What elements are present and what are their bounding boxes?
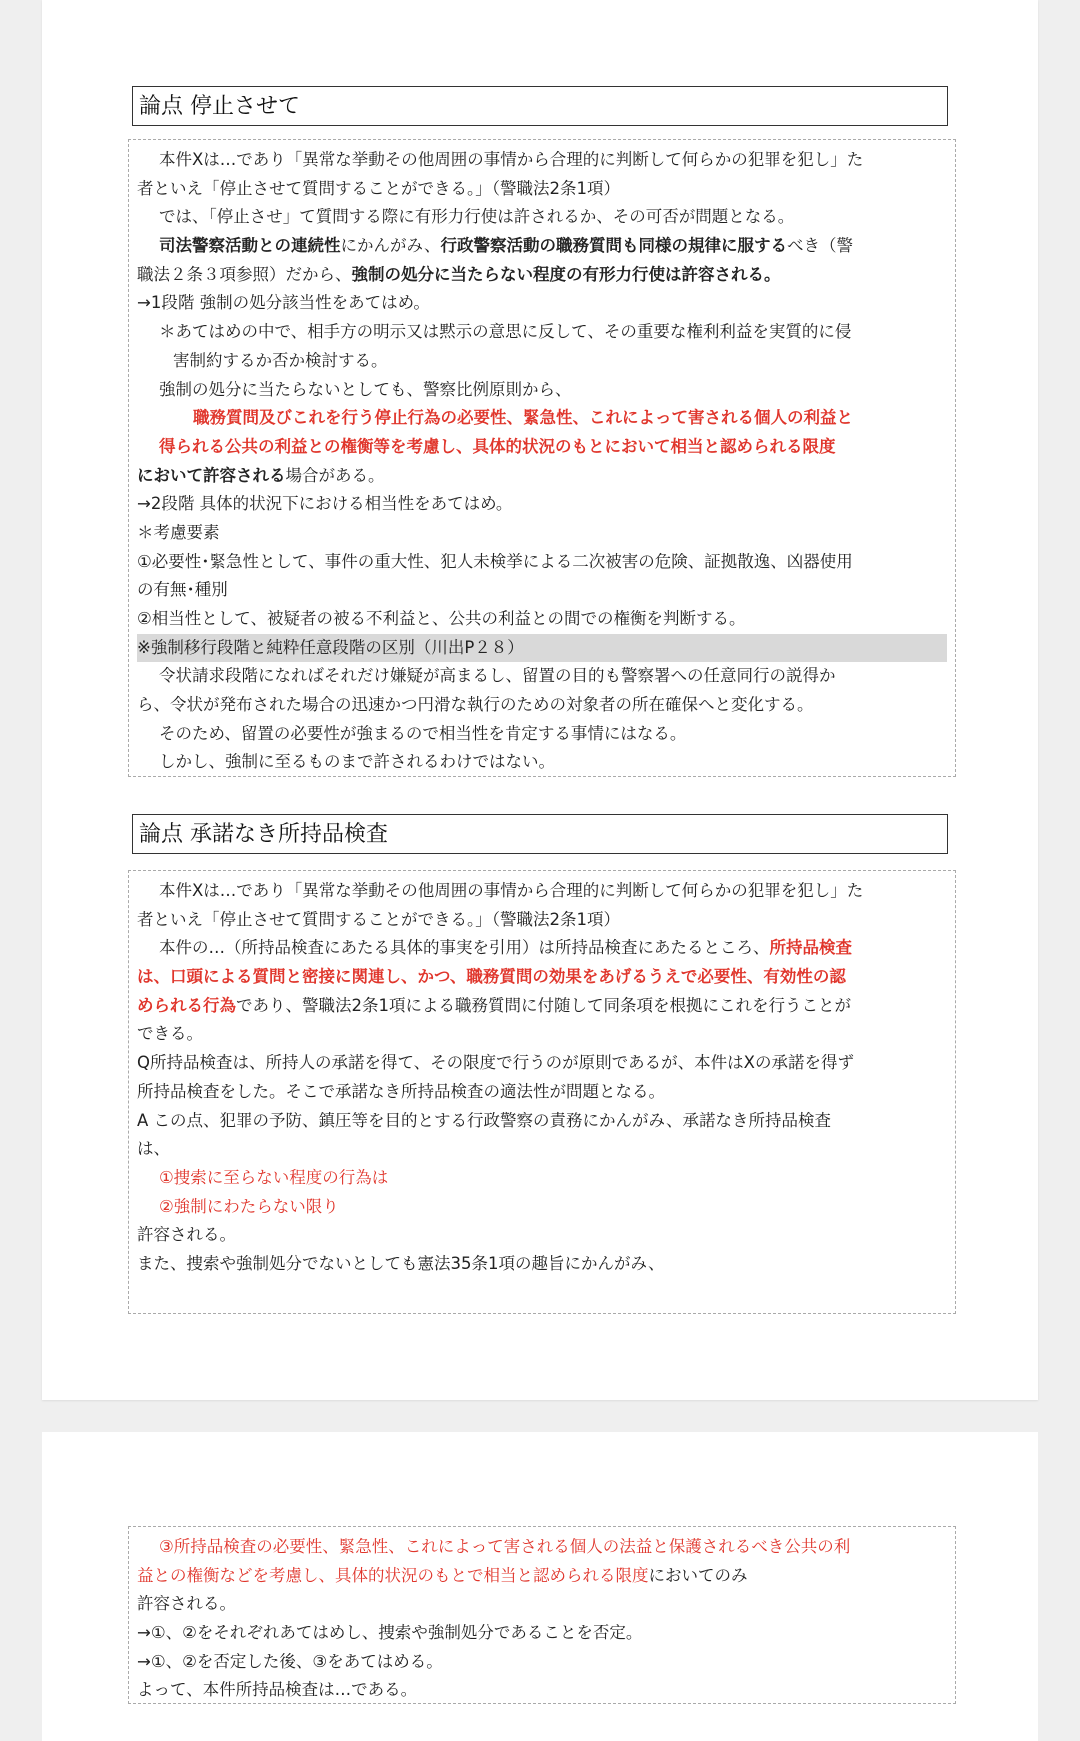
text-line: そのため、留置の必要性が強まるので相当性を肯定する事情にはなる。 (159, 723, 687, 743)
text-line: →1段階 強制の処分該当性をあてはめ。 (137, 293, 430, 313)
text-line: ②相当性として、被疑者の被る不利益と、公共の利益との間での権衡を判断する。 (137, 609, 746, 628)
plain-phrase: 本件の…（所持品検査にあたる具体的事実を引用）は所持品検査にあたるところ、 (159, 938, 770, 958)
text-line (137, 934, 947, 963)
text-line: では、「停止させ」て質問する際に有形力行使は許されるか、その可否が問題となる。 (159, 207, 795, 227)
highlighted-line: ※強制移行段階と純粋任意段階の区別（川出P２８） (137, 634, 947, 663)
text-line: よって、本件所持品検査は…である。 (137, 1680, 418, 1700)
text-line (137, 1562, 947, 1591)
text-line: は、 (137, 1139, 170, 1159)
plain-phrase: にかんがみ、 (340, 236, 441, 256)
bold-phrase: 行政警察活動の職務質問も同様の規律に服する (440, 236, 787, 256)
text-line: 所持品検査をした。そこで承諾なき所持品検査の適法性が問題となる。 (137, 1081, 665, 1101)
text-line: 許容される。 (137, 1594, 236, 1614)
text-line (137, 992, 947, 1021)
text-line: ら、令状が発布された場合の迅速かつ円滑な執行のための対象者の所在確保へと変化する。 (137, 695, 814, 715)
text-line: の有無･種別 (137, 580, 228, 600)
text-line: 令状請求段階になればそれだけ嫌疑が高まるし、留置の目的も警察署への任意同行の説得か (159, 666, 836, 686)
text-line: 者といえ「停止させて質問することができる。」（警職法2条1項） (137, 178, 620, 198)
section-box-stop (128, 139, 956, 777)
section-box-inspection (128, 870, 956, 1314)
document-page-1 (42, 0, 1038, 1400)
plain-phrase: 場合がある。 (285, 465, 385, 485)
text-line: 本件Xは…であり「異常な挙動その他周囲の事情から合理的に判断して何らかの犯罪を犯し」た (159, 881, 864, 900)
text-line: できる。 (137, 1024, 203, 1044)
text-line: 者といえ「停止させて質問することができる。」（警職法2条1項） (137, 909, 620, 929)
plain-phrase: べき（警 (787, 236, 853, 256)
text-line: A この点、犯罪の予防、鎮圧等を目的とする行政警察の責務にかんがみ、承諾なき所持品検査 (137, 1110, 832, 1130)
bold-phrase: において許容される (137, 465, 286, 485)
text-line: ①必要性･緊急性として、事件の重大性、犯人未検挙による二次被害の危険、証拠散逸、凶器使用 (137, 551, 853, 571)
bold-phrase: 強制の処分に当たらない程度の有形力行使は許容される。 (351, 264, 781, 284)
text-line: →2段階 具体的状況下における相当性をあてはめ。 (137, 494, 513, 514)
text-line: 許容される。 (137, 1225, 236, 1245)
text-line: 本件Xは…であり「異常な挙動その他周囲の事情から合理的に判断して何らかの犯罪を犯し」た (159, 150, 864, 169)
emphasis-phrase: 所持品検査 (769, 938, 852, 958)
text-line: ＊考慮要素 (137, 522, 220, 542)
text-line: 強制の処分に当たらないとしても、警察比例原則から、 (159, 379, 572, 399)
text-line: 害制約するか否か検討する。 (173, 350, 388, 370)
text-line-emphasis: 職務質問及びこれを行う停止行為の必要性、緊急性、これによって害される個人の利益と (193, 408, 853, 428)
text-line (137, 261, 947, 290)
text-line-red: ②強制にわたらない限り (159, 1196, 339, 1216)
text-line (137, 462, 947, 491)
text-line: しかし、強制に至るものまで許されるわけではない。 (159, 752, 555, 772)
text-line-red: ①捜索に至らない程度の行為は (159, 1167, 389, 1187)
text-line: Q所持品検査は、所持人の承諾を得て、その限度で行うのが原則であるが、本件はXの承諾を得ず (137, 1053, 854, 1073)
plain-phrase: 職法２条３項参照）だから、 (137, 264, 352, 284)
text-line: また、捜索や強制処分でないとしても憲法35条1項の趣旨にかんがみ、 (137, 1253, 665, 1273)
text-line: ＊あてはめの中で、相手方の明示又は黙示の意思に反して、その重要な権利利益を実質的に侵 (159, 322, 852, 342)
bold-phrase: 司法警察活動との連続性 (159, 236, 341, 256)
section-box-continuation (128, 1526, 956, 1704)
text-line-emphasis: は、口頭による質問と密接に関連し、かつ、職務質問の効果をあげるうえで必要性、有効性の認 (137, 967, 846, 987)
text-line (137, 232, 947, 261)
text-line-emphasis: 得られる公共の利益との権衡等を考慮し、具体的状況のもとにおいて相当と認められる限度 (159, 436, 836, 456)
text-line: →①、②を否定した後、③をあてはめる。 (137, 1651, 443, 1671)
section-heading-stop: 論点 停止させて (132, 86, 948, 126)
plain-phrase: であり、警職法2条1項による職務質問に付随して同条項を根拠にこれを行うことが (236, 995, 851, 1015)
red-phrase: 益との権衡などを考慮し、具体的状況のもとで相当と認められる限度 (137, 1565, 649, 1585)
plain-phrase: においてのみ (648, 1565, 748, 1585)
document-page-2 (42, 1432, 1038, 1741)
section-heading-inspection: 論点 承諾なき所持品検査 (132, 814, 948, 854)
text-line-red: ③所持品検査の必要性、緊急性、これによって害される個人の法益と保護されるべき公共の利 (159, 1537, 851, 1556)
emphasis-phrase: められる行為 (137, 995, 236, 1015)
text-line: →①、②をそれぞれあてはめし、捜索や強制処分であることを否定。 (137, 1623, 643, 1643)
